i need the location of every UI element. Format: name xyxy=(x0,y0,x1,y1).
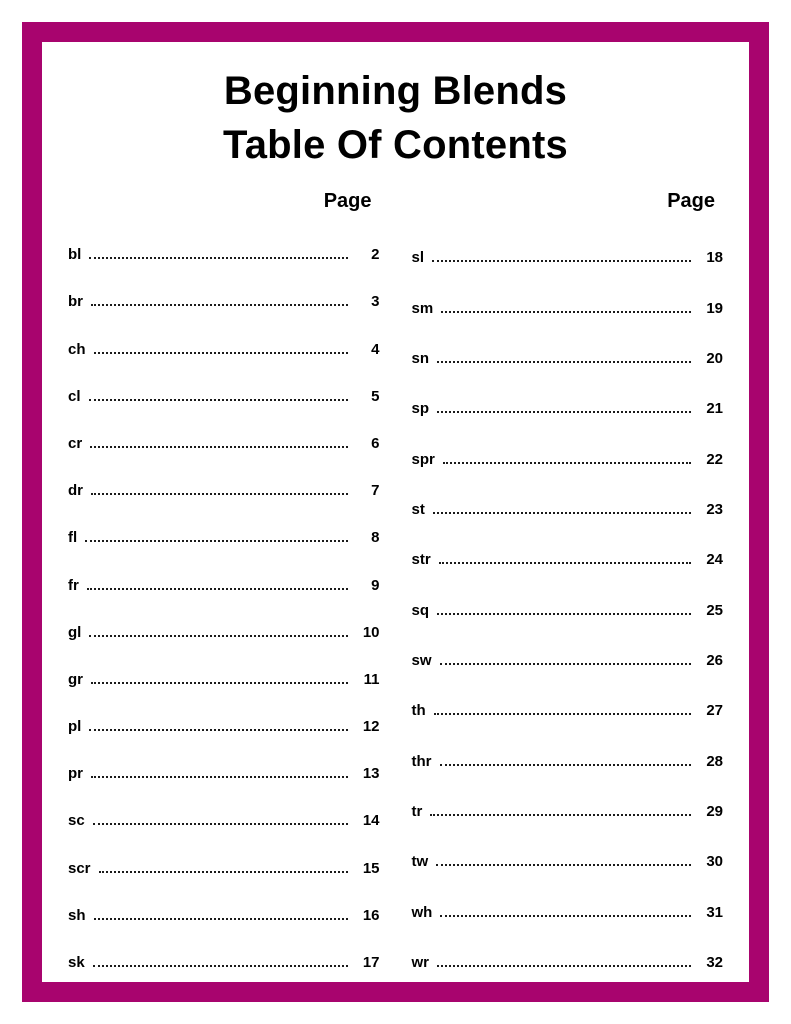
toc-list-right xyxy=(412,217,724,972)
toc-entry-page: 17 xyxy=(362,954,380,971)
toc-entry-label: th xyxy=(411,702,426,720)
list-item[interactable] xyxy=(412,922,724,972)
toc-entry-label: pl xyxy=(68,718,82,736)
list-item[interactable] xyxy=(412,670,724,720)
leader-dots xyxy=(89,256,347,259)
toc-entry-label: cr xyxy=(68,434,83,452)
page-column-header-left: Page xyxy=(323,190,372,212)
list-item[interactable] xyxy=(68,925,380,972)
toc-entry-page: 29 xyxy=(706,802,723,820)
leader-dots xyxy=(94,917,348,920)
list-item[interactable] xyxy=(68,406,380,453)
list-item[interactable] xyxy=(412,418,724,468)
toc-entry-label: dr xyxy=(68,482,83,500)
list-item[interactable] xyxy=(68,453,380,500)
toc-entry-page: 8 xyxy=(371,529,380,547)
list-item[interactable] xyxy=(68,547,380,594)
list-item[interactable] xyxy=(412,821,724,871)
list-item[interactable] xyxy=(68,736,380,783)
leader-dots xyxy=(434,712,691,715)
leader-dots xyxy=(440,914,691,917)
toc-entry-page: 6 xyxy=(371,434,380,452)
toc-entry-page: 18 xyxy=(706,249,723,267)
toc-list-left xyxy=(68,217,380,972)
toc-entry-label: ch xyxy=(68,340,86,358)
leader-dots xyxy=(432,259,691,262)
leader-dots xyxy=(433,511,691,514)
toc-entry-label: br xyxy=(68,293,83,311)
toc-entry-label: sq xyxy=(411,601,430,619)
leader-dots xyxy=(91,492,348,495)
toc-column-left xyxy=(68,190,396,972)
list-item[interactable] xyxy=(68,311,380,358)
list-item[interactable] xyxy=(68,359,380,406)
toc-entry-page: 27 xyxy=(706,702,723,720)
leader-dots xyxy=(94,351,348,354)
toc-entry-page: 24 xyxy=(706,551,723,569)
toc-entry-label: sc xyxy=(68,812,85,830)
list-item[interactable] xyxy=(412,620,724,670)
toc-entry-label: tw xyxy=(411,853,429,871)
list-item[interactable] xyxy=(412,519,724,569)
list-item[interactable] xyxy=(68,830,380,877)
toc-entry-page: 10 xyxy=(362,623,380,641)
list-item[interactable] xyxy=(68,500,380,547)
leader-dots xyxy=(439,561,691,564)
leader-dots xyxy=(437,410,691,413)
list-item[interactable] xyxy=(68,878,380,925)
leader-dots xyxy=(443,461,691,464)
toc-entry-page: 15 xyxy=(362,859,380,877)
toc-entry-label: wr xyxy=(411,953,430,971)
page-title xyxy=(68,64,723,172)
toc-entry-page: 14 xyxy=(362,812,380,830)
toc-entry-label: st xyxy=(411,500,425,518)
leader-dots xyxy=(91,303,348,306)
list-item[interactable] xyxy=(68,642,380,689)
leader-dots xyxy=(93,964,348,967)
toc-entry-page: 26 xyxy=(706,651,723,669)
leader-dots xyxy=(93,822,348,825)
toc-entry-label: sl xyxy=(411,249,425,267)
list-item[interactable] xyxy=(68,264,380,311)
toc-entry-page: 21 xyxy=(706,400,723,418)
leader-dots xyxy=(91,681,348,684)
toc-entry-label: sw xyxy=(411,651,432,669)
toc-entry-page: 5 xyxy=(371,387,380,405)
toc-entry-label: scr xyxy=(68,859,91,877)
toc-entry-page: 28 xyxy=(706,752,723,770)
page-column-header-right: Page xyxy=(667,190,715,212)
leader-dots xyxy=(440,763,692,766)
leader-dots xyxy=(437,360,691,363)
toc-entry-page: 22 xyxy=(706,450,723,468)
list-item[interactable] xyxy=(412,871,724,921)
leader-dots xyxy=(85,539,347,542)
leader-dots xyxy=(430,813,691,816)
toc-entry-label: fr xyxy=(68,576,79,594)
toc-entry-page: 2 xyxy=(371,246,380,264)
list-item[interactable] xyxy=(68,595,380,642)
toc-entry-label: bl xyxy=(68,246,82,264)
toc-entry-label: gr xyxy=(68,670,83,688)
toc-entry-page: 25 xyxy=(706,601,723,619)
list-item[interactable] xyxy=(412,217,724,267)
toc-entry-page: 32 xyxy=(706,953,723,971)
toc-entry-label: sh xyxy=(68,906,86,924)
leader-dots xyxy=(87,587,348,590)
list-item[interactable] xyxy=(412,267,724,317)
toc-entry-label: sn xyxy=(411,349,430,367)
toc-entry-page: 31 xyxy=(706,903,723,921)
title-line-2: Table Of Contents xyxy=(223,123,568,167)
table-of-contents xyxy=(68,190,723,972)
toc-entry-page: 19 xyxy=(706,299,723,317)
toc-entry-page: 9 xyxy=(371,576,380,594)
leader-dots xyxy=(441,310,691,313)
toc-entry-label: gl xyxy=(68,623,82,641)
toc-entry-page: 13 xyxy=(362,765,380,783)
list-item[interactable] xyxy=(68,217,380,264)
leader-dots xyxy=(99,870,348,873)
toc-entry-label: tr xyxy=(411,802,423,820)
leader-dots xyxy=(89,398,348,401)
toc-entry-page: 3 xyxy=(371,293,380,311)
toc-entry-label: cl xyxy=(68,387,81,405)
list-item[interactable] xyxy=(412,318,724,368)
toc-entry-label: sp xyxy=(411,400,430,418)
toc-entry-page: 20 xyxy=(706,349,723,367)
toc-column-right xyxy=(396,190,724,972)
toc-entry-page: 23 xyxy=(706,500,723,518)
toc-entry-label: thr xyxy=(411,752,432,770)
toc-entry-label: spr xyxy=(411,450,435,468)
list-item[interactable] xyxy=(412,720,724,770)
leader-dots xyxy=(437,612,691,615)
list-item[interactable] xyxy=(68,689,380,736)
toc-entry-label: str xyxy=(411,551,431,569)
list-item[interactable] xyxy=(412,469,724,519)
toc-entry-page: 12 xyxy=(362,718,380,736)
list-item[interactable] xyxy=(68,783,380,830)
leader-dots xyxy=(437,964,691,967)
decorative-border-frame xyxy=(22,22,769,1002)
leader-dots xyxy=(436,863,691,866)
toc-entry-label: fl xyxy=(68,529,78,547)
toc-entry-page: 11 xyxy=(363,670,380,688)
leader-dots xyxy=(91,775,348,778)
toc-entry-label: sk xyxy=(68,954,85,971)
list-item[interactable] xyxy=(412,771,724,821)
title-line-1: Beginning Blends xyxy=(223,69,568,113)
toc-entry-label: wh xyxy=(411,903,433,921)
leader-dots xyxy=(440,662,691,665)
toc-entry-page: 30 xyxy=(706,853,723,871)
leader-dots xyxy=(90,445,347,448)
list-item[interactable] xyxy=(412,569,724,619)
toc-entry-label: sm xyxy=(411,299,434,317)
toc-entry-page: 4 xyxy=(371,340,380,358)
toc-entry-label: pr xyxy=(68,765,83,783)
list-item[interactable] xyxy=(412,368,724,418)
leader-dots xyxy=(89,634,347,637)
toc-entry-page: 7 xyxy=(371,482,380,500)
toc-entry-page: 16 xyxy=(362,906,380,924)
leader-dots xyxy=(89,728,347,731)
